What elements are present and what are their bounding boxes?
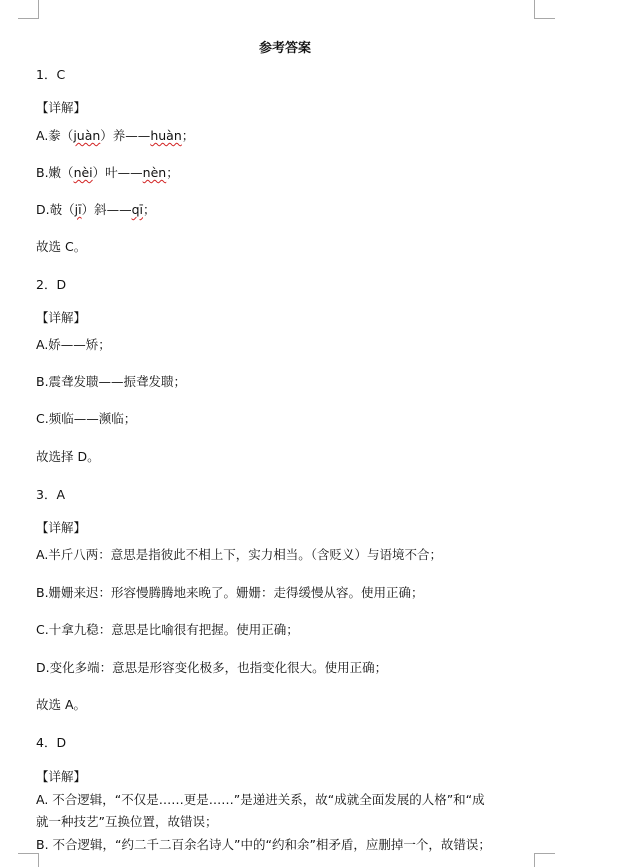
q1-a-mid: ）养—— bbox=[100, 128, 151, 143]
crop-mark-top-right bbox=[534, 0, 555, 19]
q2-answer: 2．D bbox=[36, 277, 67, 292]
crop-mark-top-left bbox=[18, 0, 39, 19]
q1-b-pinyin-right: nèn bbox=[142, 165, 167, 180]
q4-detail-label: 【详解】 bbox=[36, 769, 87, 784]
q1-option-d bbox=[36, 202, 156, 218]
q1-d-mid: ）斜—— bbox=[81, 202, 132, 217]
q3-option-a: A.半斤八两：意思是指彼此不相上下，实力相当。（含贬义）与语境不合； bbox=[36, 547, 443, 562]
q1-answer: 1．C bbox=[36, 67, 66, 82]
q1-b-mid: ）叶—— bbox=[92, 165, 143, 180]
q1-a-pre: A.豢（ bbox=[36, 128, 74, 143]
q4-answer: 4．D bbox=[36, 735, 67, 750]
q4-option-b-line1: B. 不合逻辑，“约二千二百余名诗人”中的“约和余”相矛盾，应删掉一个，故错误； bbox=[36, 837, 491, 852]
q1-b-end: ； bbox=[166, 165, 179, 180]
q1-option-a bbox=[36, 128, 194, 144]
q3-option-d: D.变化多端：意思是形容变化极多，也指变化很大。使用正确； bbox=[36, 660, 388, 675]
q3-answer: 3．A bbox=[36, 487, 66, 502]
q1-detail-label: 【详解】 bbox=[36, 100, 87, 115]
q1-d-end: ； bbox=[143, 202, 156, 217]
q1-b-pinyin-wrong: nèi bbox=[73, 165, 93, 180]
q3-option-c: C.十拿九稳：意思是比喻很有把握。使用正确； bbox=[36, 622, 299, 637]
q2-option-a: A.娇——矫； bbox=[36, 337, 111, 352]
q4-option-a-line2: 就一种技艺”互换位置，故错误； bbox=[36, 814, 218, 829]
q1-a-end: ； bbox=[181, 128, 195, 143]
q2-conclusion: 故选择 D。 bbox=[36, 449, 100, 464]
q3-detail-label: 【详解】 bbox=[36, 520, 87, 535]
q2-option-c: C.频临——濒临； bbox=[36, 411, 137, 426]
q1-a-pinyin-wrong: juàn bbox=[73, 128, 101, 143]
q2-detail-label: 【详解】 bbox=[36, 310, 87, 325]
crop-mark-bottom-left bbox=[18, 853, 39, 867]
q1-conclusion: 故选 C。 bbox=[36, 239, 87, 254]
q1-d-pre: D.攲（ bbox=[36, 202, 75, 217]
q4-option-a-line1: A. 不合逻辑，“不仅是……更是……”是递进关系，故“成就全面发展的人格”和“成 bbox=[36, 792, 485, 807]
page-title: 参考答案 bbox=[258, 41, 311, 56]
q1-b-pre: B.嫩（ bbox=[36, 165, 74, 180]
q2-option-b: B.震聋发聩——振聋发聩； bbox=[36, 374, 187, 389]
q1-d-pinyin-wrong: jī bbox=[74, 202, 82, 217]
q1-option-b bbox=[36, 165, 179, 181]
q3-option-b: B.姗姗来迟：形容慢腾腾地来晚了。姗姗：走得缓慢从容。使用正确； bbox=[36, 585, 424, 600]
q1-d-pinyin-right: qī bbox=[131, 202, 143, 217]
q1-a-pinyin-right: huàn bbox=[150, 128, 182, 143]
q3-conclusion: 故选 A。 bbox=[36, 697, 87, 712]
crop-mark-bottom-right bbox=[534, 853, 555, 867]
